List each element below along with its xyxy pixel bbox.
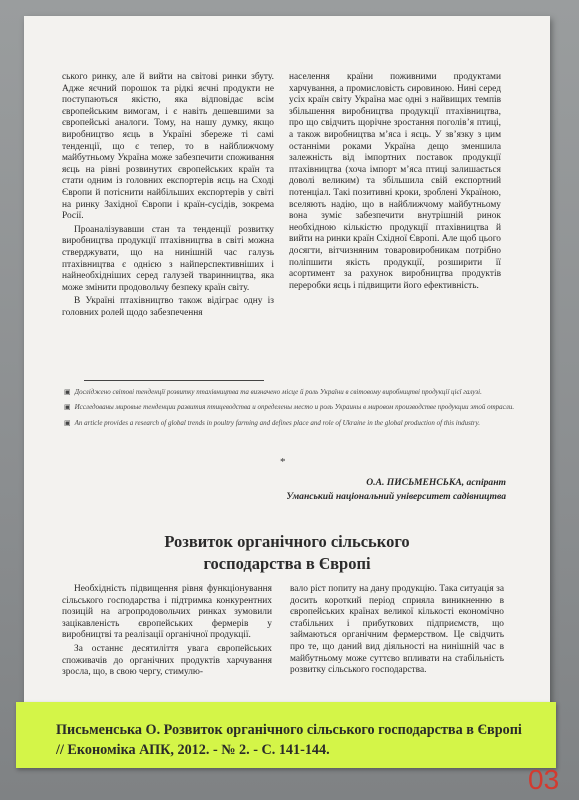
- citation-text: [56, 720, 546, 760]
- title-line: Розвиток органічного сільського: [164, 532, 410, 551]
- paragraph: ського ринку, але й вийти на світові ринки збуту. Адже яєчний порошок та рідкі яєчні продукти не поступаються якістю, яка відповідає всім європейським вимогам, і є навіть дешевшими за європейські аналоги. Тому, на нашу думку, якщо виробництво яєць в Україні збереже ті самі тенденції, що є тепер, то в найближчому майбутньому Україна може забезпечити споживання яєць на рівні розвинутих європейських країн та стати одним із головних експортерів яєць на Сході Європи й потіснити найбільших експортерів у світі на ринку Західної Європи і країн-сусідів, зокрема Росії.: [62, 72, 274, 222]
- title-line: господарства в Європі: [203, 554, 371, 573]
- page-number: 03: [528, 764, 560, 795]
- citation-line: Письменська О. Розвиток органічного сільського господарства в Європі: [56, 722, 522, 738]
- citation-banner: [16, 702, 556, 768]
- abstract-note-en: ▣ An article provides a research of global trends in poultry farming and defines place and role of Ukraine in the global production of this industry.: [64, 418, 481, 427]
- author-name: О.А. ПИСЬМЕНСЬКА, аспірант: [366, 477, 506, 488]
- separator-rule: [84, 380, 264, 381]
- document-page: [24, 16, 550, 716]
- abstract-note-ru: ▣ Исследованы мировые тенденции развития птицеводства и определены место и роль Украины в мировом производстве продукции этой отрасли.: [64, 403, 515, 412]
- book-icon: ▣: [64, 403, 71, 412]
- citation-line: // Економіка АПК, 2012. - № 2. - С. 141-144.: [56, 742, 330, 758]
- article-column-right: [289, 72, 501, 372]
- abstract-note-uk: ▣ Досліджено світові тенденції розвитку птахівництва та визначено місце й роль України в світовому виробництві продукції цієї галузі.: [64, 388, 482, 396]
- paragraph: В Україні птахівництво також відіграє одну із головних ролей щодо забезпечення: [62, 296, 274, 318]
- paragraph: За останнє десятиліття увага європейських споживачів до органічних продуктів харчування зросла, що, в свою чергу, стимулю-: [62, 643, 272, 678]
- author-block: [286, 476, 506, 504]
- article-column-left: [62, 72, 274, 372]
- book-icon: ▣: [64, 388, 71, 396]
- paragraph: Проаналізувавши стан та тенденції розвитку виробництва продукції птахівництва в світі можна стверджувати, що на нинішній час галузь птахівництва є однією з найперспективніших і найнеобхідніших серед галузей тваринництва, яка може змінити продовольчу безпеку країн світу.: [62, 224, 274, 293]
- paragraph: населення країни поживними продуктами харчування, а промисловість сировиною. Нині серед усіх країн світу Україна має одні з найвищих темпів збільшення виробництва продукції птахівництва, про що свідчить щорічне зростання поголів’я птиці, а також виробництва м’яса і яєць. У зв’язку з цим останніми роками Україна дещо зменшила залежність від імпортних поставок продукції птахівництва (хоча імпорт м’яса птиці залишається доволі великим) та збільшила свій експортний потенціал. Такі позитивні кроки, зроблені Україною, вселяють надію, що в найближчому майбутньому вона зуміє забезпечити внутрішній ринок необхідною кількістю продукції птахівництва й вийти на ринки країн Східної Європі. Але щоб цього досягти, вітчизняним товаровиробникам потрібно поліпшити якість продукції, розширити її асортимент за рахунок виробництва продуктів переробки яєць і підвищити його ефективність.: [289, 72, 501, 291]
- author-affiliation: Уманський національний університет садівництва: [286, 491, 506, 502]
- section-star: *: [280, 456, 286, 468]
- abstract-notes: [64, 388, 526, 434]
- paragraph: Необхідність підвищення рівня функціонування сільського господарства і підтримка конкурентних позицій на агропродовольчих ринках зумовили зацікавленість європейських фермерів у виробництві та реалізації органічної продукції.: [62, 584, 272, 641]
- paragraph: вало ріст попиту на дану продукцію. Така ситуація за досить короткий період сприяла виникненню в європейських країнах великої кількості економічно стабільних і прибуткових підприємств, що займаються органічним фермерством. Це свідчить про те, що даний вид діяльності на нинішній час в майбутньому може суттєво впливати на стабільність розвитку сільського господарства.: [290, 584, 504, 676]
- article2-column-right: [290, 584, 504, 714]
- article-title: [24, 531, 550, 575]
- book-icon: ▣: [64, 418, 71, 427]
- article2-column-left: [62, 584, 272, 714]
